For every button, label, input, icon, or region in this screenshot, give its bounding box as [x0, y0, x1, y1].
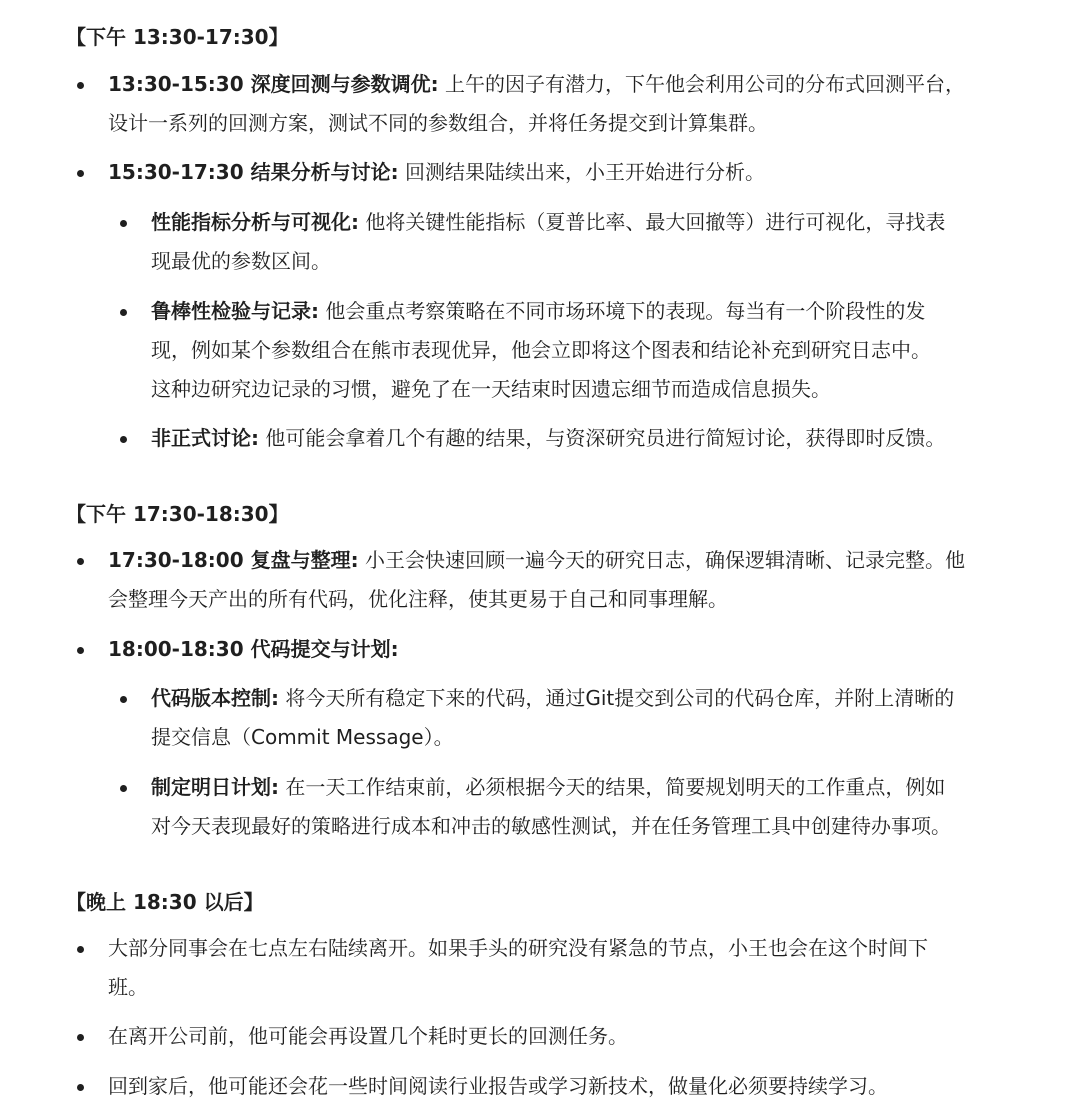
item-title: 性能指标分析与可视化: [151, 210, 359, 234]
section-heading: 【下午 17:30-18:30】 [66, 502, 289, 526]
item-text: 将今天所有稳定下来的代码，通过Git提交到公司的代码仓库，并附上清晰的 [279, 686, 955, 710]
item-text: 回到家后，他可能还会花一些时间阅读行业报告或学习新技术，做量化必须要持续学习。 [108, 1074, 888, 1098]
item-text: 上午的因子有潜力，下午他会利用公司的分布式回测平台， [438, 72, 965, 96]
section-heading: 【下午 13:30-17:30】 [66, 25, 289, 49]
list-item [151, 203, 1041, 281]
bullet-icon [120, 220, 127, 227]
section-heading: 【晚上 18:30 以后】 [66, 890, 264, 914]
bullet-icon [120, 785, 127, 792]
list-item [108, 65, 1040, 143]
bullet-icon [77, 946, 84, 953]
item-text: 现最优的参数区间。 [151, 249, 331, 273]
item-text: 他将关键性能指标（夏普比率、最大回撤等）进行可视化，寻找表 [359, 210, 946, 234]
list-item [151, 419, 1041, 458]
item-text: 对今天表现最好的策略进行成本和冲击的敏感性测试，并在任务管理工具中创建待办事项。 [151, 814, 951, 838]
bullet-icon [120, 309, 127, 316]
bullet-icon [77, 647, 84, 654]
item-text: 现，例如某个参数组合在熊市表现优异，他会立即将这个图表和结论补充到研究日志中。 [151, 338, 931, 362]
bullet-icon [120, 696, 127, 703]
item-title: 13:30-15:30 深度回测与参数调优: [108, 72, 439, 96]
item-title: 制定明日计划: [151, 775, 279, 799]
list-item [151, 679, 1041, 757]
list-item [108, 1017, 1040, 1056]
item-text: 小王会快速回顾一遍今天的研究日志，确保逻辑清晰、记录完整。他 [358, 548, 965, 572]
bullet-icon [77, 1034, 84, 1041]
list-item [108, 1067, 1040, 1106]
bullet-icon [120, 436, 127, 443]
item-text: 他可能会拿着几个有趣的结果，与资深研究员进行简短讨论，获得即时反馈。 [259, 426, 946, 450]
item-title: 15:30-17:30 结果分析与讨论: [108, 160, 399, 184]
list-item [108, 153, 1040, 192]
item-text: 设计一系列的回测方案，测试不同的参数组合，并将任务提交到计算集群。 [108, 111, 768, 135]
list-item [151, 768, 1041, 846]
bullet-icon [77, 1084, 84, 1091]
list-item [108, 929, 1040, 1007]
bullet-icon [77, 82, 84, 89]
item-title: 鲁棒性检验与记录: [151, 299, 319, 323]
item-text: 他会重点考察策略在不同市场环境下的表现。每当有一个阶段性的发 [319, 299, 926, 323]
list-item [151, 292, 1041, 409]
item-text: 在离开公司前，他可能会再设置几个耗时更长的回测任务。 [108, 1024, 628, 1048]
item-text: 提交信息（Commit Message）。 [151, 725, 454, 749]
item-text: 会整理今天产出的所有代码，优化注释，使其更易于自己和同事理解。 [108, 587, 728, 611]
bullet-icon [77, 558, 84, 565]
item-text: 大部分同事会在七点左右陆续离开。如果手头的研究没有紧急的节点，小王也会在这个时间下 [108, 936, 928, 960]
item-title: 非正式讨论: [151, 426, 259, 450]
item-text: 在一天工作结束前，必须根据今天的结果，简要规划明天的工作重点，例如 [279, 775, 946, 799]
item-text: 这种边研究边记录的习惯，避免了在一天结束时因遗忘细节而造成信息损失。 [151, 377, 831, 401]
item-text: 回测结果陆续出来，小王开始进行分析。 [398, 160, 765, 184]
list-item [108, 630, 1040, 669]
item-title: 代码版本控制: [151, 686, 279, 710]
list-item [108, 541, 1040, 619]
item-title: 18:00-18:30 代码提交与计划: [108, 637, 399, 661]
item-text: 班。 [108, 975, 148, 999]
bullet-icon [77, 170, 84, 177]
item-title: 17:30-18:00 复盘与整理: [108, 548, 359, 572]
